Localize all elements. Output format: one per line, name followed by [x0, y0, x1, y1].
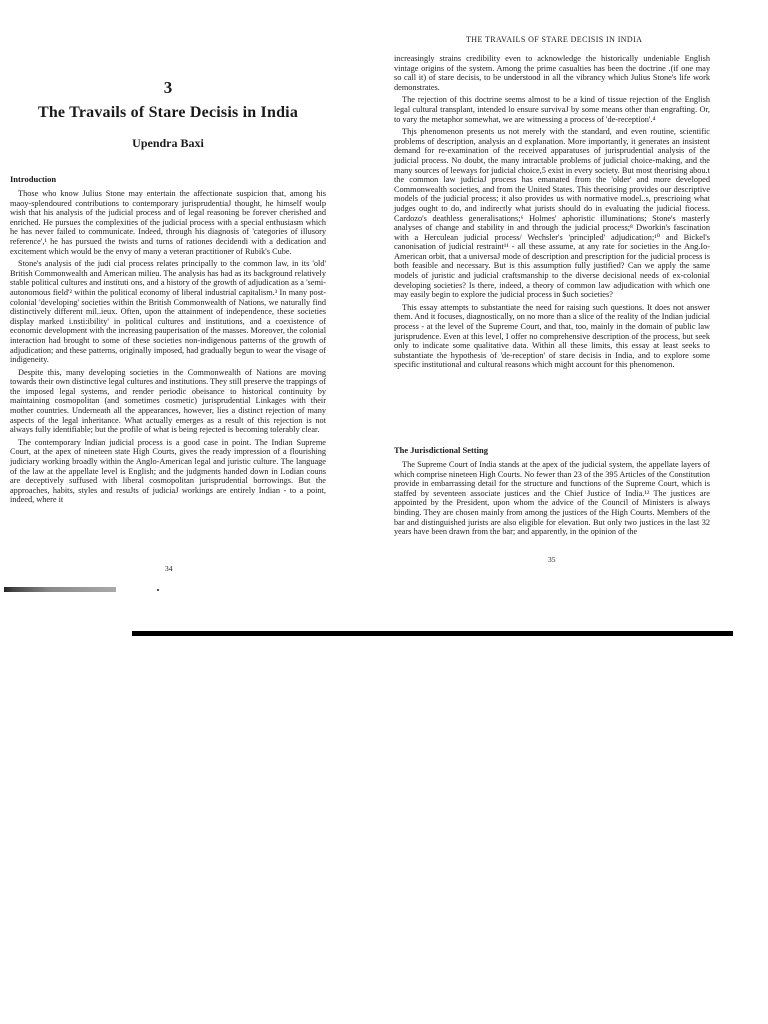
paragraph: The contemporary lndian judicial process is a good case in point. The Indian Supreme Court, at the apex of nineteen state High Courts, gives the ready impression of a flourishing judiciary working broadly within the Anglo-American legal and juristic culture. The language of the law at the appellate level is English; and the judgments handed down in Lodian couns are deceptively suffused with liberal cosmopolitan jurisprudential borrowings. But the approaches, habits, styles and resuJts of judiciaJ workings are entirely Indian - to a point, indeed, where it — [10, 437, 326, 505]
scan-artifact-dot — [157, 589, 159, 591]
running-head: THE TRAVAILS OF STARE DECISIS IN INDIA — [466, 35, 643, 44]
paragraph: Despite this, many developing societies in the Commonwealth of Nations are moving towards their own distinctive legal cultures and institutions. They still preserve the trappings of the imposed legal systems, and render periodic obeisance to historical continuity by maintaining cosmopolitan (and sometimes cosmetic) jurisprudential Linkages with their mother countries. Underneath all the appearances, however, lies a distinct rejection of many aspects of the legal inheritance. What actually emerges as a result of this rejection is not always fully identifiable; but the profile of what is being rejected is becoming tolerably clear. — [10, 367, 326, 435]
chapter-number: 3 — [163, 78, 173, 97]
scan-artifact-strip — [4, 587, 116, 592]
page-number-left: 34 — [165, 564, 173, 573]
paragraph: Thjs phenomenon presents us not merely with the standard, and even routine, scientific problems of description, analysis an d explanation. More importantly, it generates an insistent demand for re-examination of the received apparatuses of jurisprudential analysis of the judicial process. No doubt, the many intractable problems of judicial choice-making, and the many sources of leeways for judicial choice,5 exist in every society. But most theorising abou.t the common law judiciaJ process has emanated from the 'older' and more developed Commonwealth societies, and from the United States. This theorising provides our descriptive models of the judicial process; it also provides us with normative model..s, prescrioing what judges ought to do, and indirectly what jurists should do in evaluating the judicial fiocess. Cardozo's deathless generalisations;⁶ Holmes' aphoristic illuminations; Stone's masterly analyses of change and stability in and through the judicial process;⁸ Dworkin's fascination with a Herculean judicial process/ Wechsler's 'principled' adjudication;¹⁰ and Bickel's canonisation of judicial restraint¹¹ - all these assume, at any rate for societies in the Ang.Io-American orbit, that a universaJ mode of description and prescription for the judicial process is both feasible and necessary. But is this assumption fully justified? Can we apply the same models of juristic and judicial craftsmanship to the diverse decisional needs of ex-colonial developing societies? Is there, indeed, a theory of common law adjudication with which one may easily begin to explore the judicial process in $uch societies? — [394, 127, 710, 300]
paragraph: increasingly strains credibility even to acknowledge the historically undeniable English vintage origins of the system. Among the prime casualties has been the doctrine .(if one may so call it) of stare decisis, to be understood in all the vibrancy which Julius Stone's life work demonstrates. — [394, 54, 710, 92]
chapter-author: Upendra Baxi — [132, 136, 204, 150]
left-page-body — [10, 189, 326, 505]
paragraph: The Supreme Court of India stands at the apex of the judicial system, the appellate layers of which comprise nineteen High Courts. No fewer than 23 of the 395 Articles of the Constitution provide in embarrassing detail for the structure and functions of the Supreme Court, which is staffed by seventeen associate justices and the Chief Justice of India.¹² The justices are appointed by the President, upon whom the advice of the Council of Ministers is always binding. They are chosen mainly from among the justices of the High Courts. Members of the bar and distinguished jurists are also eligible for elevation. But only two justices in the last 32 years have been drawn from the bar; and apparently, in the opinion of the — [394, 460, 710, 537]
right-page-body-bottom — [394, 460, 710, 537]
paragraph: This essay attempts to substantiate the need for raising such questions. It does not answer them. And it focuses, diagnostically, on no more than a slice of the reality of the Indian judicial process - at the level of the Supreme Court, and that, too, mainly in the domain of public law jurisprudence. Even at this level, I offer no comprehensive description of the process, but seek only to indicate some qualitative data. Within all these limits, this essay at least seeks to substantiate the hypothesis of 'de-reception' of stare decisis in India, and to explore some specific institutional and cultural reasons which might account for this phenomenon. — [394, 302, 710, 370]
scan-artifact-bar — [132, 631, 733, 636]
paragraph: Those who know Julius Stone may entertain the affectionate suspicion that, among his maoy-splendoured contributions to contemporary jurisprudentiaJ thought, he himself woulp wish that his analysis of the judicial process and of legal reasoning be forever cherished and enriched. He pursues the complexities of the judicial process with a special enthusiasm which he has never failed to communicate. Indeed, through his diagnosis of 'categories of illusory reference',¹ he has pursued the twists and turns of rationes decidendi with a dedication and excitement which would be the envy of many a veteran practitioner of Rubik's Cube. — [10, 189, 326, 256]
section-heading-jurisdictional-setting: The Jurisdictional Setting — [394, 445, 488, 455]
page-number-right: 35 — [548, 555, 556, 564]
chapter-title: The Travails of Stare Decisis in India — [37, 104, 299, 121]
section-heading-introduction: Introduction — [10, 174, 57, 184]
paragraph: Stone's analysis of the judi cial process relates principally to the common law, in its 'old' British Commonwealth and American milieu. The analysis has had as its background relatively stable political cultures and instituti ons, and a history of the growth of adjudication as a 'semi-autonomous field'² within the political economy of liberal industrial capitalism.³ In many post-colonial 'developing' societies within the British Commonwealth of Nations, we naturally find distinctively different mil..ieux. Often, upon the attainment of independence, these societies display marked i.nsti:ibility' in political cultures and institutions, and a coexistence of economic development with the increasing pauperisation of the masses. Moreover, the colonial interaction had brought to some of these societies non-indigenous patterns of the growth of adjudication; and these patterns, originally imposed, had gradually begun to wear the visage of indigeneity. — [10, 259, 326, 365]
paragraph: The rejection of this doctrine seems almost to be a kind of tissue rejection of the English legal cultural transplant, intended lo ensure survivaJ by some means other than engrafting. Or, to vary the metaphor somewhat, we are witnessing a process of 'de-reception'.⁴ — [394, 95, 710, 124]
right-page-body-top — [394, 54, 710, 370]
